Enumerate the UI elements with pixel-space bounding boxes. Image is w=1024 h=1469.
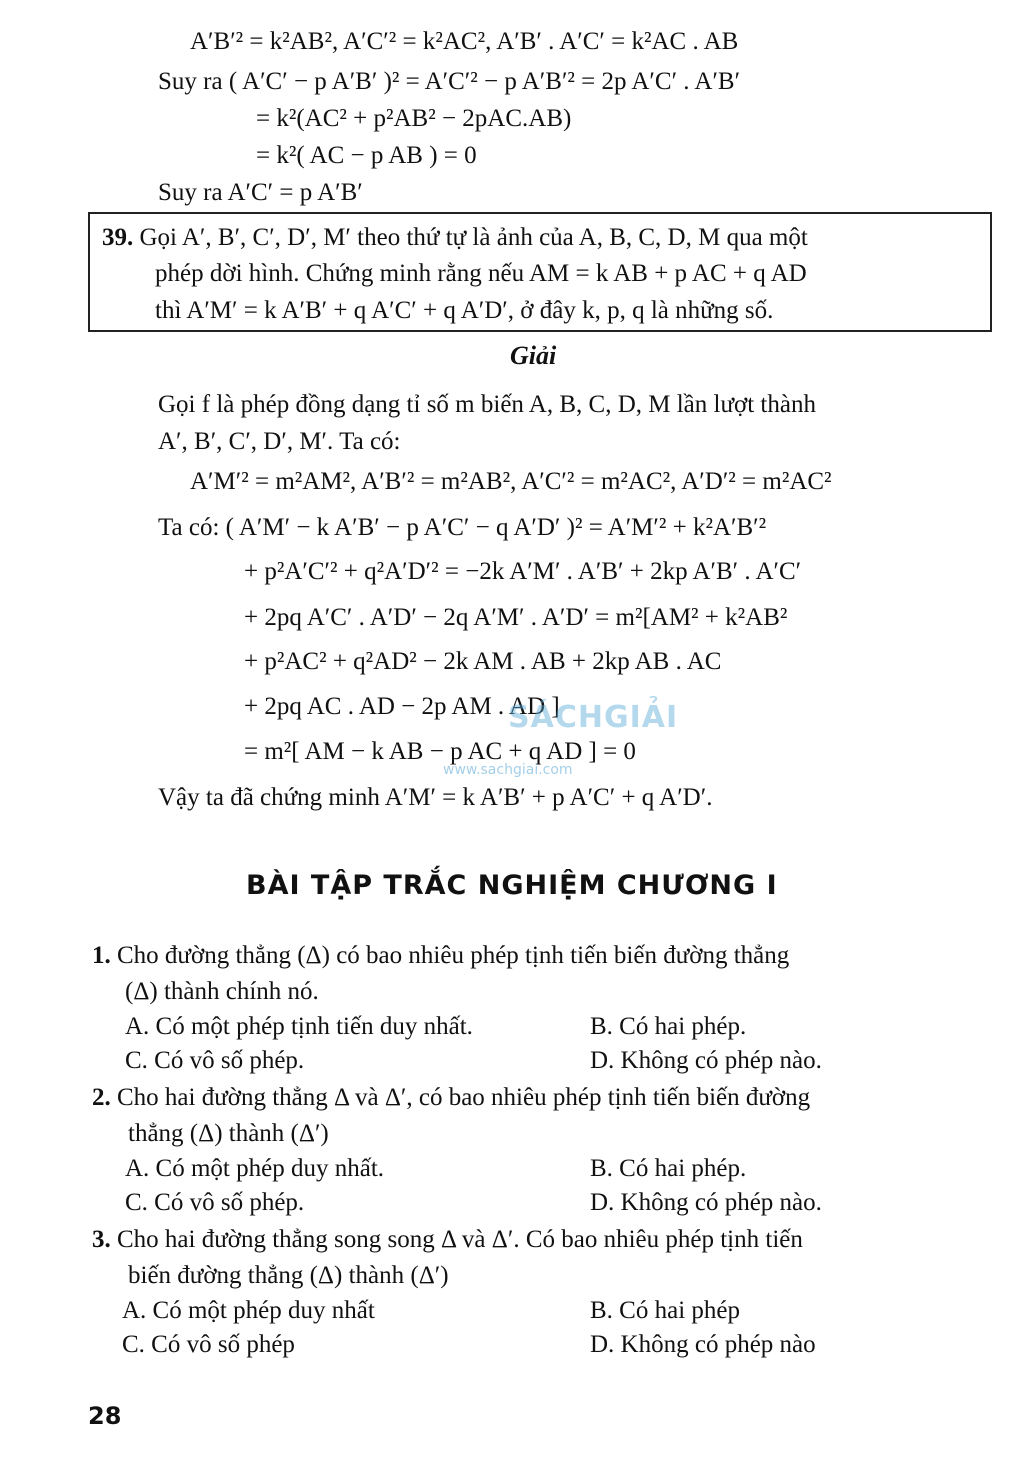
problem-39-text-1: Gọi A′, B′, C′, D′, M′ theo thứ tự là ảnh của A, B, C, D, M qua một (139, 224, 808, 251)
solution-line-9: = m²[ AM − k AB − p AC + q AD ] = 0 (244, 738, 636, 765)
question-2-line-1 (92, 1082, 810, 1114)
question-1-number: 1. (92, 942, 111, 969)
proof-line-4: = k²( AC − p AB ) = 0 (256, 142, 477, 169)
question-3-option-a: A. Có một phép duy nhất (122, 1297, 375, 1324)
question-2-number: 2. (92, 1084, 111, 1111)
question-2-option-d: D. Không có phép nào. (590, 1189, 822, 1216)
proof-line-2: Suy ra ( A′C′ − p A′B′ )² = A′C′² − p A′B′² = 2p A′C′ . A′B′ (158, 68, 741, 95)
problem-39-line-1 (102, 222, 808, 254)
question-1-line-1 (92, 940, 789, 972)
question-1-option-c: C. Có vô số phép. (125, 1047, 305, 1074)
question-2-text: Cho hai đường thẳng Δ và Δ′, có bao nhiêu phép tịnh tiến biến đường (117, 1084, 811, 1111)
problem-39-line-3: thì A′M′ = k A′B′ + q A′C′ + q A′D′, ở đây k, p, q là những số. (155, 297, 774, 324)
question-2-option-a: A. Có một phép duy nhất. (125, 1155, 385, 1182)
page-number: 28 (88, 1402, 122, 1430)
solution-heading: Giải (510, 341, 557, 370)
question-1-line-2: (Δ) thành chính nó. (125, 978, 319, 1005)
question-1-option-a: A. Có một phép tịnh tiến duy nhất. (125, 1013, 473, 1040)
solution-line-1: Gọi f là phép đồng dạng tỉ số m biến A, B, C, D, M lần lượt thành (158, 391, 816, 418)
question-1-text: Cho đường thẳng (Δ) có bao nhiêu phép tịnh tiến biến đường thẳng (117, 942, 790, 969)
solution-line-3: A′M′² = m²AM², A′B′² = m²AB², A′C′² = m²AC², A′D′² = m²AC² (190, 468, 832, 495)
question-3-line-1 (92, 1224, 803, 1256)
proof-line-3: = k²(AC² + p²AB² − 2pAC.AB) (256, 105, 572, 132)
proof-line-5: Suy ra A′C′ = p A′B′ (158, 179, 363, 206)
chapter-title: BÀI TẬP TRẮC NGHIỆM CHƯƠNG I (246, 870, 778, 901)
proof-line-1: A′B′² = k²AB², A′C′² = k²AC², A′B′ . A′C′ = k²AC . AB (190, 28, 739, 55)
solution-line-8: + 2pq AC . AD − 2p AM . AD ] (244, 693, 560, 720)
solution-line-5: + p²A′C′² + q²A′D′² = −2k A′M′ . A′B′ + 2kp A′B′ . A′C′ (244, 558, 802, 585)
solution-line-7: + p²AC² + q²AD² − 2k AM . AB + 2kp AB . AC (244, 648, 722, 675)
solution-line-6: + 2pq A′C′ . A′D′ − 2q A′M′ . A′D′ = m²[AM² + k²AB² (244, 604, 788, 631)
question-1-option-b: B. Có hai phép. (590, 1013, 747, 1040)
solution-line-4: Ta có: ( A′M′ − k A′B′ − p A′C′ − q A′D′ )² = A′M′² + k²A′B′² (158, 514, 767, 541)
solution-line-10: Vậy ta đã chứng minh A′M′ = k A′B′ + p A′C′ + q A′D′. (158, 784, 713, 811)
question-3-option-d: D. Không có phép nào (590, 1331, 816, 1358)
question-3-number: 3. (92, 1226, 111, 1253)
question-3-option-c: C. Có vô số phép (122, 1331, 295, 1358)
question-2-line-2: thẳng (Δ) thành (Δ′) (128, 1120, 329, 1147)
question-2-option-b: B. Có hai phép. (590, 1155, 747, 1182)
question-1-option-d: D. Không có phép nào. (590, 1047, 822, 1074)
problem-39-number: 39. (102, 224, 134, 251)
question-3-text: Cho hai đường thẳng song song Δ và Δ′. Có bao nhiêu phép tịnh tiến (117, 1226, 803, 1253)
watermark-logo: SÁCHGIẢI (508, 700, 679, 735)
solution-line-2: A′, B′, C′, D′, M′. Ta có: (158, 428, 401, 455)
question-3-option-b: B. Có hai phép (590, 1297, 740, 1324)
question-3-line-2: biến đường thẳng (Δ) thành (Δ′) (128, 1262, 449, 1289)
question-2-option-c: C. Có vô số phép. (125, 1189, 305, 1216)
problem-39-line-2: phép dời hình. Chứng minh rằng nếu AM = k AB + p AC + q AD (155, 260, 807, 287)
watermark-url: www.sachgiai.com (443, 762, 573, 778)
